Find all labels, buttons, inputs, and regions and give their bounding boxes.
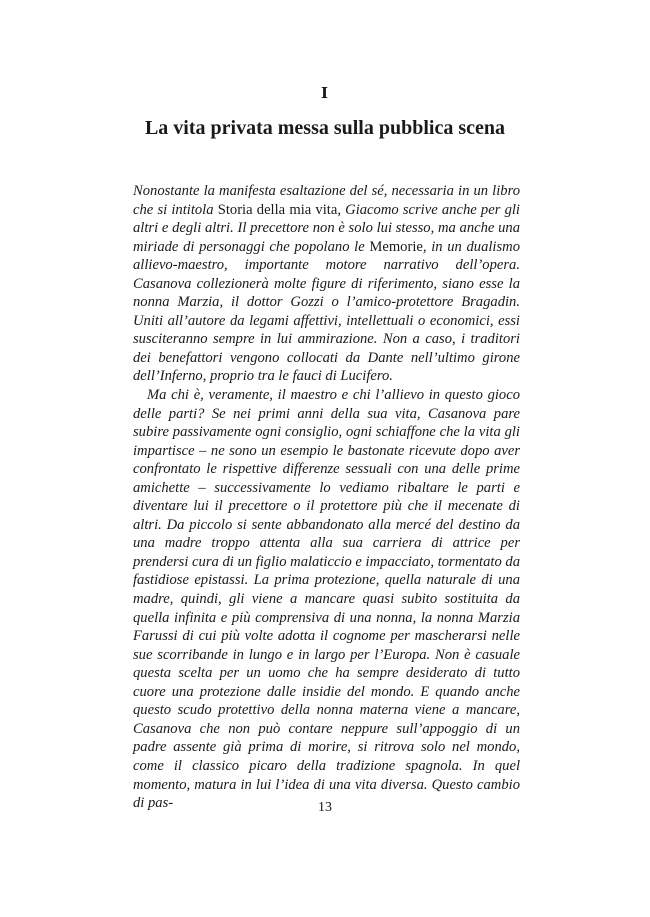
paragraph [133,182,520,386]
paragraph [133,386,520,813]
body-text [133,182,520,813]
chapter-title: La vita privata messa sulla pubblica scena [144,117,506,139]
italic-text: Nonostante la manifesta esaltazione del sé, necessaria in un libro che si intitola [133,183,520,218]
italic-text: Ma chi è, veramente, il maestro e chi l’allievo in questo gioco delle parti? Se nei primi anni della sua vita, Casanova pare subire passivamente ogni consiglio, ogni schiaffone che la vita gli impartisce – ne sono un esempio le bastonate ricevute dopo aver confrontato le rispettive differenze sessuali con una delle prime amichette – successivamente lo vediamo ribaltare le parti e diventare lui il precettore o il protettore più che il mecenate di altri. Da piccolo si sente abbandonato alla mercé del destino da una madre troppo attenta alla sua carriera di attrice per prendersi cura di un figlio malaticcio e impacciato, tormentato da fastidiose epistassi. La prima protezione, quella naturale di una madre, quindi, gli viene a mancare quasi subito sostituita da quella infinita e più comprensiva di una nonna, la nonna Marzia Farussi di cui più volte adotta il cognome per mascherarsi nelle sue scorribande in lungo e in largo per l’Europa. Non è casuale questa scelta per un uomo che ha sempre desiderato di tutto cuore una protezione dalle insidie del mondo. E quando anche questo scudo protettivo della nonna materna viene a mancare, Casanova che non può contare neppure sull’appoggio di un padre assente già prima di morire, si ritrova solo nel mondo, come il classico picaro della tradizione spagnola. In quel momento, matura in lui l’idea di una vita diversa. Questo cambio di pas- [133,387,520,812]
roman-text: Memorie [369,238,423,255]
roman-text: Storia della mia vita [217,201,338,218]
chapter-number: I [320,84,330,102]
page-number: 13 [318,800,332,815]
italic-text: , in un dualismo allievo-maestro, importante motore narrativo dell’opera. Casanova collezionerà molte figure di riferimento, siano esse la nonna Marzia, il dottor Gozzi o l’amico-protettore Bragadin. Uniti all’autore da legami affettivi, intellettuali o economici, essi susciteranno sempre in lui ammirazione. Non a caso, i traditori dei benefattori vengono collocati da Dante nell’ultimo girone dell’Inferno, proprio tra le fauci di Lucifero. [133,238,520,385]
italic-text: , Giacomo scrive anche per gli altri e degli altri. Il precettore non è solo lui stesso, ma anche una miriade di personaggi che popolano le [133,201,520,255]
